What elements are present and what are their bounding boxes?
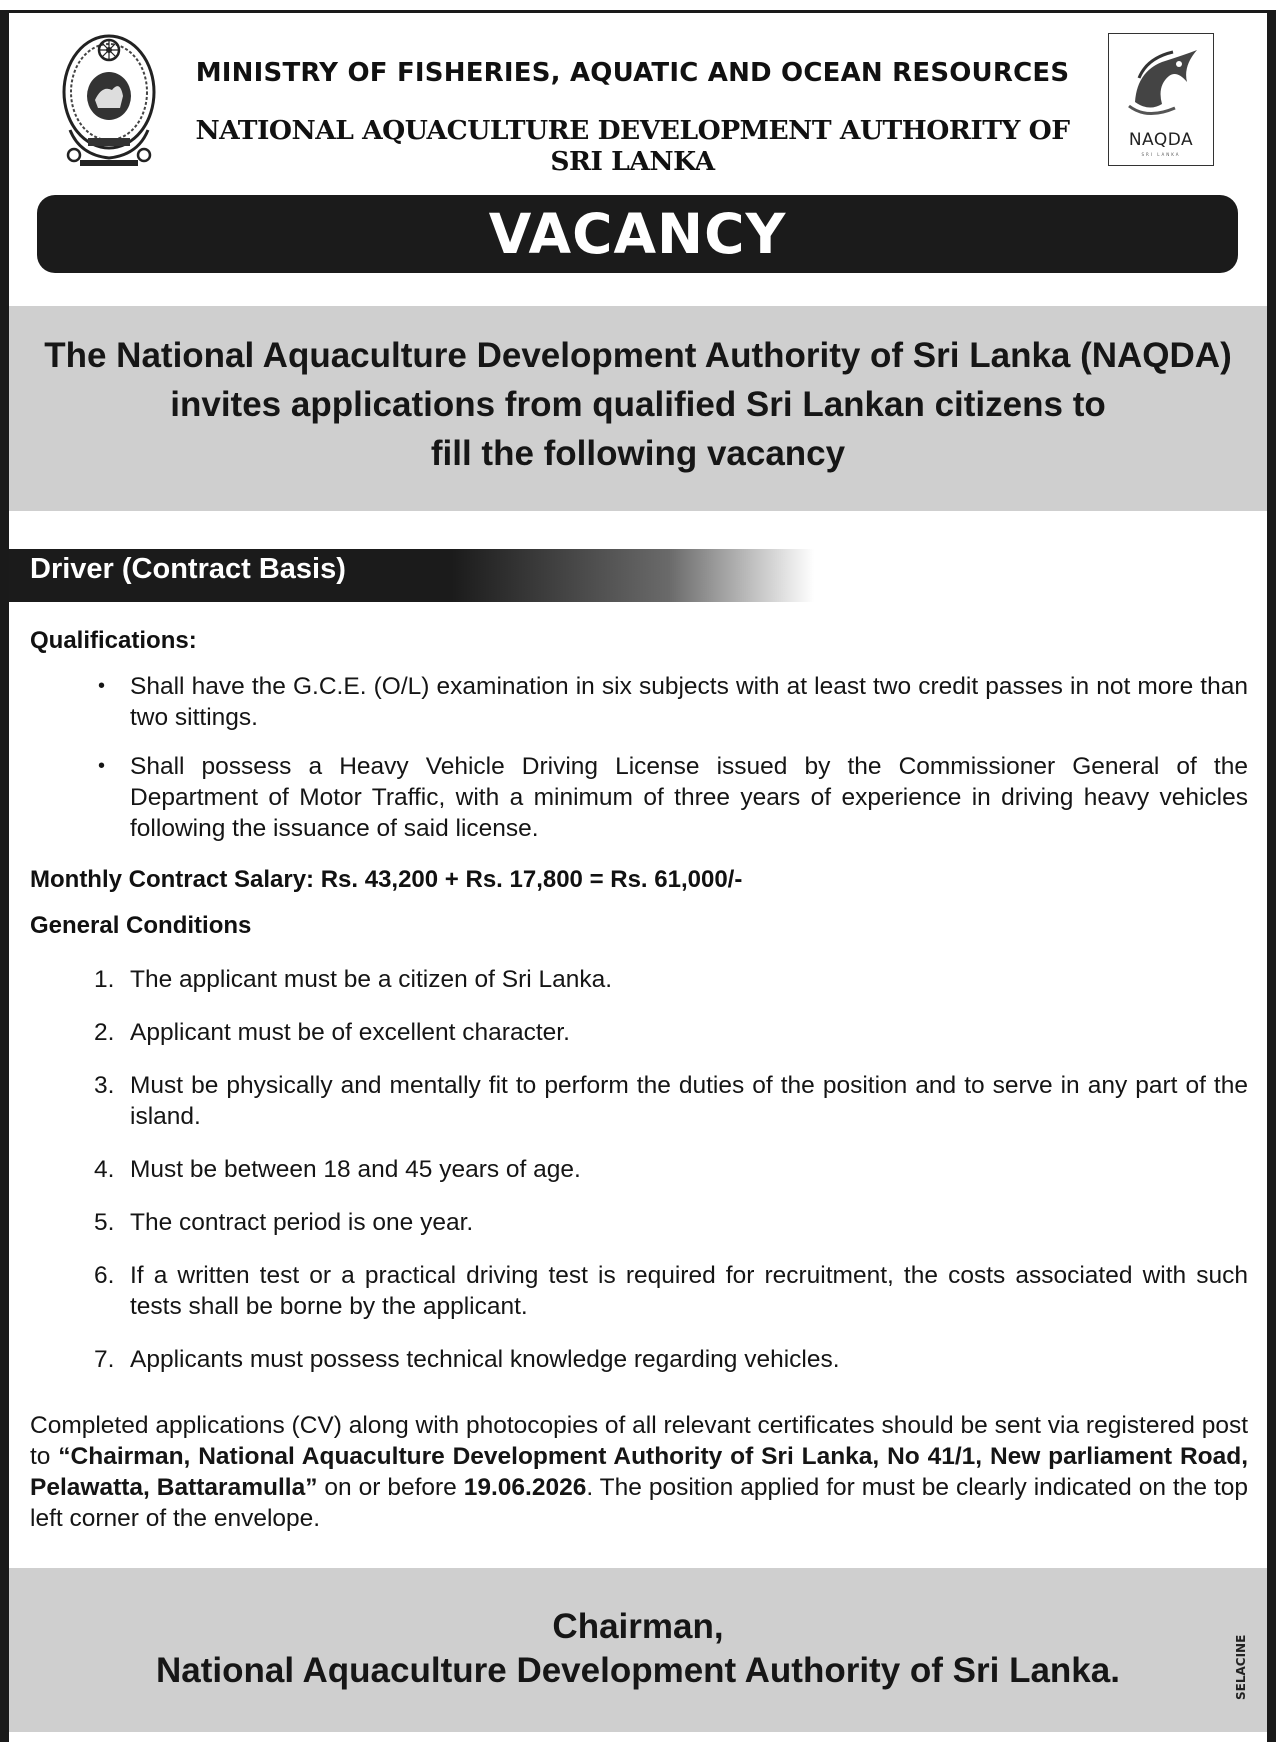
bullet-icon: • <box>98 755 106 777</box>
qualification-text: Shall have the G.C.E. (O/L) examination in six subjects with at least two credit passes in not more than two sittings. <box>130 673 1248 731</box>
condition-text: Applicants must possess technical knowledge regarding vehicles. <box>130 1346 840 1373</box>
condition-text: The contract period is one year. <box>130 1209 474 1236</box>
conditions-heading: General Conditions <box>30 912 252 939</box>
position-title: Driver (Contract Basis) <box>30 553 346 585</box>
condition-text: Must be between 18 and 45 years of age. <box>130 1156 581 1183</box>
closing-paragraph <box>30 1410 1248 1534</box>
national-emblem-icon <box>60 30 158 168</box>
logo-subtext: SRI LANKA <box>1141 152 1181 157</box>
agency-mark-text: SELACINE <box>1234 1634 1248 1700</box>
condition-number: 6. <box>94 1262 115 1289</box>
condition-text: The applicant must be a citizen of Sri Lanka. <box>130 966 613 993</box>
condition-number: 4. <box>94 1156 115 1183</box>
fish-logo-icon <box>1117 42 1207 128</box>
condition-text: Applicant must be of excellent character. <box>130 1019 570 1046</box>
intro-line-1: The National Aquaculture Development Authority of Sri Lanka (NAQDA) <box>44 336 1232 375</box>
deadline-date: 19.06.2026 <box>463 1474 587 1501</box>
qualification-text: Shall possess a Heavy Vehicle Driving License issued by the Commissioner General of the Department of Motor Traffic, with a minimum of three years of experience in driving heavy vehicles following the issuance of said license. <box>130 753 1248 842</box>
agency-mark <box>1231 1603 1251 1703</box>
condition-number: 5. <box>94 1209 115 1236</box>
authority-name: NATIONAL AQUACULTURE DEVELOPMENT AUTHORITY OF SRI LANKA <box>195 115 1070 177</box>
vacancy-banner: VACANCY <box>37 195 1238 273</box>
ministry-name: MINISTRY OF FISHERIES, AQUATIC AND OCEAN RESOURCES <box>195 58 1070 88</box>
naqda-logo <box>1108 33 1214 166</box>
condition-text: Must be physically and mentally fit to perform the duties of the position and to serve in any part of the island. <box>130 1072 1248 1130</box>
intro-line-3: fill the following vacancy <box>430 434 846 473</box>
condition-number: 7. <box>94 1346 115 1373</box>
signature-band <box>9 1568 1267 1732</box>
closing-text: . The position applied for must be clearly indicated on the top left corner of the envelope. <box>30 1474 1248 1532</box>
logo-text: NAQDA <box>1128 130 1194 150</box>
signatory-title: Chairman, <box>552 1607 724 1646</box>
salary-line: Monthly Contract Salary: Rs. 43,200 + Rs. 17,800 = Rs. 61,000/- <box>30 866 743 893</box>
condition-number: 2. <box>94 1019 115 1046</box>
mailing-address: “Chairman, National Aquaculture Development Authority of Sri Lanka, No 41/1, New parliament Road, Pelawatta, Battaramulla” <box>30 1443 1248 1501</box>
condition-number: 1. <box>94 966 115 993</box>
condition-number: 3. <box>94 1072 115 1099</box>
signatory-organization: National Aquaculture Development Authority of Sri Lanka. <box>156 1651 1120 1690</box>
closing-text: on or before <box>317 1474 464 1501</box>
condition-text: If a written test or a practical driving test is required for recruitment, the costs associated with such tests shall be borne by the applicant. <box>130 1262 1248 1320</box>
bullet-icon: • <box>98 675 106 697</box>
qualifications-heading: Qualifications: <box>30 627 197 654</box>
closing-text: Completed applications (CV) along with photocopies of all relevant certificates should be sent via registered post to <box>30 1412 1248 1470</box>
intro-line-2: invites applications from qualified Sri Lankan citizens to <box>170 385 1106 424</box>
